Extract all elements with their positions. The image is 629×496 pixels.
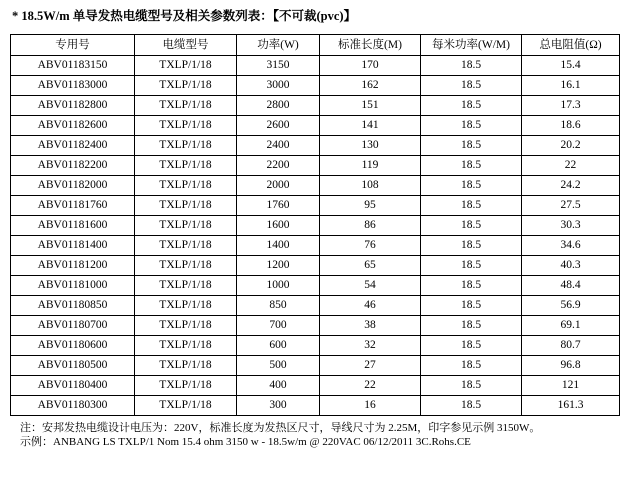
cell-standard-length: 27 xyxy=(320,356,421,376)
cell-power: 500 xyxy=(237,356,320,376)
cell-product-code: ABV01182800 xyxy=(11,96,135,116)
cell-power-per-meter: 18.5 xyxy=(421,116,522,136)
cell-standard-length: 22 xyxy=(320,376,421,396)
table-row xyxy=(11,296,620,316)
cell-power: 2400 xyxy=(237,136,320,156)
cell-cable-model: TXLP/1/18 xyxy=(135,296,237,316)
column-header-product-code: 专用号 xyxy=(11,35,135,56)
table-row xyxy=(11,76,620,96)
cell-total-resistance: 40.3 xyxy=(522,256,620,276)
cell-power: 400 xyxy=(237,376,320,396)
note-line-1: 注：安邦发热电缆设计电压为：220V，标准长度为发热区尺寸，导线尺寸为 2.25M，印字参见示例 3150W。 xyxy=(20,422,541,434)
table-row xyxy=(11,316,620,336)
cell-total-resistance: 34.6 xyxy=(522,236,620,256)
cell-standard-length: 76 xyxy=(320,236,421,256)
cell-standard-length: 108 xyxy=(320,176,421,196)
cell-power: 300 xyxy=(237,396,320,416)
cell-power-per-meter: 18.5 xyxy=(421,376,522,396)
cell-product-code: ABV01180700 xyxy=(11,316,135,336)
cell-total-resistance: 27.5 xyxy=(522,196,620,216)
table-row xyxy=(11,256,620,276)
column-header-cable-model: 电缆型号 xyxy=(135,35,237,56)
cell-total-resistance: 24.2 xyxy=(522,176,620,196)
cell-product-code: ABV01180500 xyxy=(11,356,135,376)
cell-power: 850 xyxy=(237,296,320,316)
cell-standard-length: 38 xyxy=(320,316,421,336)
cell-cable-model: TXLP/1/18 xyxy=(135,56,237,76)
cell-power: 2600 xyxy=(237,116,320,136)
cable-spec-table xyxy=(10,34,620,416)
cell-cable-model: TXLP/1/18 xyxy=(135,76,237,96)
notes-section xyxy=(20,421,617,449)
table-header xyxy=(11,35,620,56)
cell-power-per-meter: 18.5 xyxy=(421,276,522,296)
cell-power-per-meter: 18.5 xyxy=(421,336,522,356)
cell-total-resistance: 56.9 xyxy=(522,296,620,316)
cell-product-code: ABV01182400 xyxy=(11,136,135,156)
table-row xyxy=(11,336,620,356)
cell-product-code: ABV01180400 xyxy=(11,376,135,396)
cell-total-resistance: 15.4 xyxy=(522,56,620,76)
table-row xyxy=(11,96,620,116)
cell-cable-model: TXLP/1/18 xyxy=(135,276,237,296)
cell-product-code: ABV01180600 xyxy=(11,336,135,356)
cell-cable-model: TXLP/1/18 xyxy=(135,96,237,116)
page-title: * 18.5W/m 单导发热电缆型号及相关参数列表：【不可裁(pvc)】 xyxy=(12,9,357,23)
column-header-power-per-meter: 每米功率(W/M) xyxy=(421,35,522,56)
cell-total-resistance: 16.1 xyxy=(522,76,620,96)
cell-power: 1760 xyxy=(237,196,320,216)
table-row xyxy=(11,136,620,156)
cell-power: 1400 xyxy=(237,236,320,256)
cell-power-per-meter: 18.5 xyxy=(421,76,522,96)
cell-standard-length: 86 xyxy=(320,216,421,236)
cell-product-code: ABV01182200 xyxy=(11,156,135,176)
cell-total-resistance: 96.8 xyxy=(522,356,620,376)
cell-cable-model: TXLP/1/18 xyxy=(135,216,237,236)
cell-product-code: ABV01180300 xyxy=(11,396,135,416)
cell-standard-length: 130 xyxy=(320,136,421,156)
cell-power-per-meter: 18.5 xyxy=(421,196,522,216)
cell-cable-model: TXLP/1/18 xyxy=(135,256,237,276)
cell-cable-model: TXLP/1/18 xyxy=(135,396,237,416)
table-row xyxy=(11,396,620,416)
cell-cable-model: TXLP/1/18 xyxy=(135,356,237,376)
cell-power-per-meter: 18.5 xyxy=(421,96,522,116)
table-row xyxy=(11,216,620,236)
cell-power-per-meter: 18.5 xyxy=(421,216,522,236)
cell-power-per-meter: 18.5 xyxy=(421,136,522,156)
cell-power: 2800 xyxy=(237,96,320,116)
column-header-power: 功率(W) xyxy=(237,35,320,56)
table-body xyxy=(11,56,620,416)
cell-standard-length: 141 xyxy=(320,116,421,136)
table-row xyxy=(11,116,620,136)
cell-product-code: ABV01180850 xyxy=(11,296,135,316)
cell-cable-model: TXLP/1/18 xyxy=(135,136,237,156)
table-row xyxy=(11,196,620,216)
cell-cable-model: TXLP/1/18 xyxy=(135,116,237,136)
cell-standard-length: 119 xyxy=(320,156,421,176)
table-row xyxy=(11,156,620,176)
cell-product-code: ABV01181400 xyxy=(11,236,135,256)
cell-power-per-meter: 18.5 xyxy=(421,296,522,316)
cell-cable-model: TXLP/1/18 xyxy=(135,236,237,256)
cell-power: 600 xyxy=(237,336,320,356)
table-row xyxy=(11,236,620,256)
cell-standard-length: 95 xyxy=(320,196,421,216)
cell-total-resistance: 121 xyxy=(522,376,620,396)
cell-total-resistance: 69.1 xyxy=(522,316,620,336)
cell-total-resistance: 80.7 xyxy=(522,336,620,356)
cell-power-per-meter: 18.5 xyxy=(421,316,522,336)
note-line-2: 示例：ANBANG LS TXLP/1 Nom 15.4 ohm 3150 w - 18.5w/m @ 220VAC 06/12/2011 3C.Rohs.CE xyxy=(20,436,471,448)
cell-total-resistance: 30.3 xyxy=(522,216,620,236)
cell-standard-length: 16 xyxy=(320,396,421,416)
cell-cable-model: TXLP/1/18 xyxy=(135,316,237,336)
table-row xyxy=(11,56,620,76)
cell-cable-model: TXLP/1/18 xyxy=(135,196,237,216)
cell-total-resistance: 48.4 xyxy=(522,276,620,296)
cell-power: 3000 xyxy=(237,76,320,96)
cell-power-per-meter: 18.5 xyxy=(421,56,522,76)
cell-power-per-meter: 18.5 xyxy=(421,396,522,416)
cell-product-code: ABV01183000 xyxy=(11,76,135,96)
table-header-row xyxy=(11,35,620,56)
cell-power: 1600 xyxy=(237,216,320,236)
cell-total-resistance: 161.3 xyxy=(522,396,620,416)
column-header-total-resistance: 总电阻值(Ω) xyxy=(522,35,620,56)
cell-total-resistance: 20.2 xyxy=(522,136,620,156)
cell-power: 2000 xyxy=(237,176,320,196)
cell-standard-length: 32 xyxy=(320,336,421,356)
cell-cable-model: TXLP/1/18 xyxy=(135,376,237,396)
cell-product-code: ABV01181000 xyxy=(11,276,135,296)
cell-product-code: ABV01181200 xyxy=(11,256,135,276)
cell-product-code: ABV01181760 xyxy=(11,196,135,216)
cell-standard-length: 46 xyxy=(320,296,421,316)
cell-power: 1000 xyxy=(237,276,320,296)
cell-power: 700 xyxy=(237,316,320,336)
cell-total-resistance: 22 xyxy=(522,156,620,176)
cell-total-resistance: 17.3 xyxy=(522,96,620,116)
table-row xyxy=(11,276,620,296)
cell-cable-model: TXLP/1/18 xyxy=(135,336,237,356)
cell-cable-model: TXLP/1/18 xyxy=(135,156,237,176)
cell-product-code: ABV01181600 xyxy=(11,216,135,236)
table-row xyxy=(11,176,620,196)
table-row xyxy=(11,356,620,376)
cell-standard-length: 151 xyxy=(320,96,421,116)
cell-power-per-meter: 18.5 xyxy=(421,236,522,256)
cell-standard-length: 65 xyxy=(320,256,421,276)
cell-standard-length: 54 xyxy=(320,276,421,296)
cell-power-per-meter: 18.5 xyxy=(421,356,522,376)
cell-power-per-meter: 18.5 xyxy=(421,176,522,196)
cell-power: 2200 xyxy=(237,156,320,176)
cell-power: 1200 xyxy=(237,256,320,276)
cell-standard-length: 162 xyxy=(320,76,421,96)
column-header-standard-length: 标准长度(M) xyxy=(320,35,421,56)
cell-total-resistance: 18.6 xyxy=(522,116,620,136)
table-row xyxy=(11,376,620,396)
cell-power-per-meter: 18.5 xyxy=(421,156,522,176)
cell-product-code: ABV01182000 xyxy=(11,176,135,196)
cell-product-code: ABV01183150 xyxy=(11,56,135,76)
cell-power: 3150 xyxy=(237,56,320,76)
cell-standard-length: 170 xyxy=(320,56,421,76)
cell-power-per-meter: 18.5 xyxy=(421,256,522,276)
cell-product-code: ABV01182600 xyxy=(11,116,135,136)
cell-cable-model: TXLP/1/18 xyxy=(135,176,237,196)
